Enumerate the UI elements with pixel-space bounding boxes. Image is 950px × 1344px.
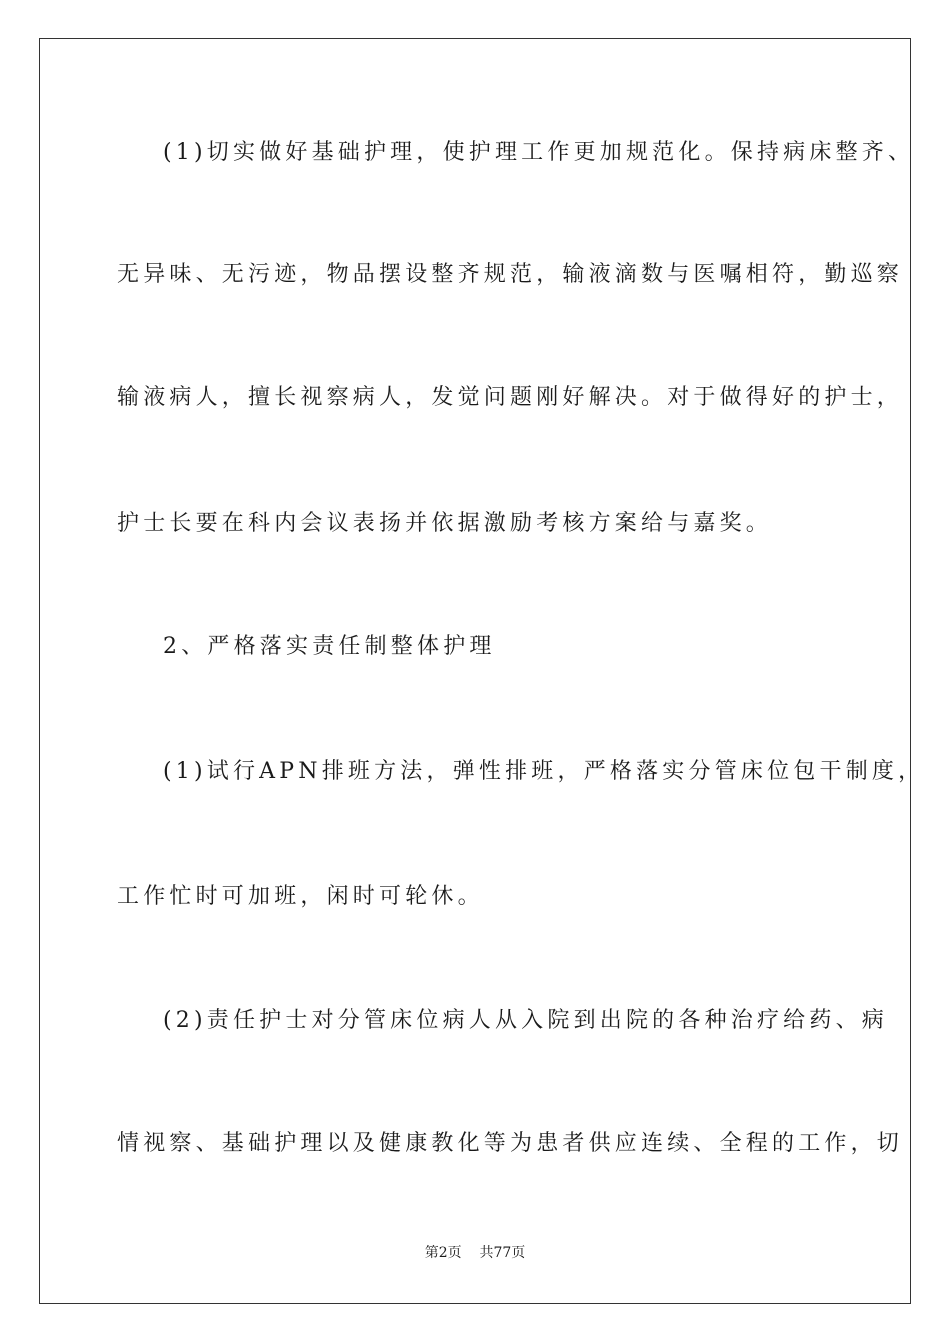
paragraph-line-8: 情视察、基础护理以及健康教化等为患者供应连续、全程的工作，切 xyxy=(117,1131,904,1156)
paragraph-line-2: 无异味、无污迹，物品摆设整齐规范，输液滴数与医嘱相符，勤巡察 xyxy=(117,262,904,287)
page-number-footer: 第2页 共77页 xyxy=(424,1245,526,1261)
page-border xyxy=(39,38,911,1304)
paragraph-line-5: (1)试行APN排班方法，弹性排班，严格落实分管床位包干制度， xyxy=(163,759,925,784)
paragraph-line-3: 输液病人，擅长视察病人，发觉问题刚好解决。对于做得好的护士， xyxy=(117,385,904,410)
paragraph-line-7: (2)责任护士对分管床位病人从入院到出院的各种治疗给药、病 xyxy=(163,1008,888,1033)
section-heading: 2、严格落实责任制整体护理 xyxy=(163,634,496,659)
paragraph-line-4: 护士长要在科内会议表扬并依据激励考核方案给与嘉奖。 xyxy=(117,511,773,536)
paragraph-line-6: 工作忙时可加班，闲时可轮休。 xyxy=(117,884,484,909)
paragraph-line-1: (1)切实做好基础护理，使护理工作更加规范化。保持病床整齐、 xyxy=(163,140,915,165)
